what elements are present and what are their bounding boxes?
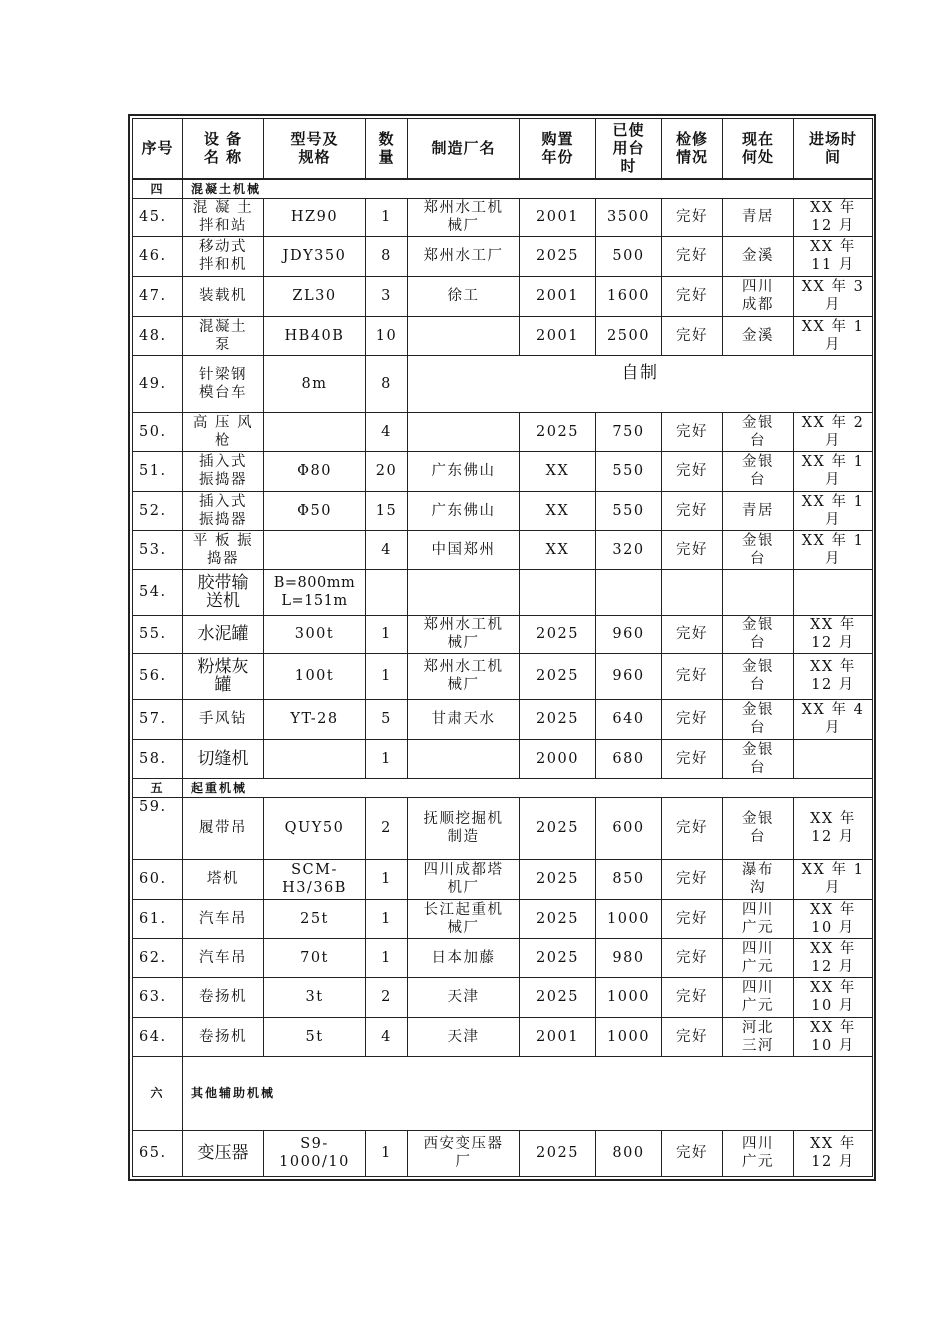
table-row (133, 653, 873, 699)
cell-arrival-time: XX 年 4 月 (794, 699, 873, 739)
section-title: 混凝土机械 (183, 179, 873, 199)
cell-condition: 完好 (662, 412, 723, 451)
section-title: 其他辅助机械 (183, 1056, 873, 1130)
cell-manufacturer (408, 316, 520, 355)
cell-arrival-time: XX 年 2 月 (794, 412, 873, 451)
header-purchase-year: 购置 年份 (520, 119, 596, 179)
cell-location: 金银 台 (723, 530, 794, 569)
cell-arrival-time: XX 年 12 月 (794, 615, 873, 653)
cell-manufacturer: 西安变压器 厂 (408, 1130, 520, 1176)
cell-index: 57. (133, 699, 183, 739)
cell-purchase-year: 2025 (520, 977, 596, 1017)
cell-manufacturer: 甘肃天水 (408, 699, 520, 739)
cell-model-spec: S9- 1000/10 (264, 1130, 366, 1176)
cell-condition: 完好 (662, 739, 723, 778)
cell-index: 58. (133, 739, 183, 778)
cell-quantity: 8 (366, 236, 408, 276)
cell-purchase-year: XX (520, 491, 596, 530)
cell-index: 54. (133, 569, 183, 615)
equipment-table-frame (128, 114, 876, 1181)
cell-condition: 完好 (662, 859, 723, 899)
cell-hours-used: 640 (596, 699, 662, 739)
header-index: 序号 (133, 119, 183, 179)
cell-hours-used: 500 (596, 236, 662, 276)
cell-index: 64. (133, 1017, 183, 1056)
cell-condition: 完好 (662, 797, 723, 859)
cell-arrival-time: XX 年 10 月 (794, 899, 873, 938)
cell-purchase-year: 2025 (520, 412, 596, 451)
cell-condition: 完好 (662, 451, 723, 491)
cell-index: 49. (133, 355, 183, 412)
section-number: 四 (133, 179, 183, 199)
cell-index: 63. (133, 977, 183, 1017)
cell-model-spec: 70t (264, 938, 366, 977)
table-row (133, 1130, 873, 1176)
cell-arrival-time: XX 年 10 月 (794, 977, 873, 1017)
cell-hours-used: 1600 (596, 276, 662, 316)
cell-quantity: 8 (366, 355, 408, 412)
cell-quantity: 1 (366, 653, 408, 699)
cell-quantity: 15 (366, 491, 408, 530)
cell-arrival-time: XX 年 1 月 (794, 491, 873, 530)
cell-purchase-year: 2025 (520, 236, 596, 276)
cell-quantity: 2 (366, 977, 408, 1017)
cell-quantity (366, 569, 408, 615)
cell-manufacturer: 四川成都塔 机厂 (408, 859, 520, 899)
cell-manufacturer: 郑州水工机 械厂 (408, 615, 520, 653)
table-row (133, 316, 873, 355)
cell-index: 48. (133, 316, 183, 355)
cell-condition: 完好 (662, 1130, 723, 1176)
cell-equipment-name: 变压器 (183, 1130, 264, 1176)
cell-location: 金银 台 (723, 451, 794, 491)
cell-location: 金银 台 (723, 653, 794, 699)
cell-equipment-name: 平 板 振 捣器 (183, 530, 264, 569)
cell-arrival-time: XX 年 1 月 (794, 316, 873, 355)
cell-arrival-time: XX 年 10 月 (794, 1017, 873, 1056)
table-row (133, 491, 873, 530)
cell-hours-used: 1000 (596, 899, 662, 938)
cell-condition: 完好 (662, 491, 723, 530)
cell-quantity: 1 (366, 938, 408, 977)
cell-equipment-name: 塔机 (183, 859, 264, 899)
table-row (133, 412, 873, 451)
cell-condition (662, 569, 723, 615)
cell-manufacturer (408, 739, 520, 778)
cell-equipment-name: 汽车吊 (183, 938, 264, 977)
cell-model-spec: 25t (264, 899, 366, 938)
cell-hours-used (596, 569, 662, 615)
cell-index: 45. (133, 198, 183, 236)
cell-manufacturer: 徐工 (408, 276, 520, 316)
cell-index: 55. (133, 615, 183, 653)
cell-purchase-year: 2025 (520, 1130, 596, 1176)
cell-hours-used: 750 (596, 412, 662, 451)
cell-purchase-year: XX (520, 530, 596, 569)
cell-index: 60. (133, 859, 183, 899)
table-row (133, 451, 873, 491)
cell-location: 四川 广元 (723, 938, 794, 977)
cell-model-spec: Φ50 (264, 491, 366, 530)
cell-model-spec: 100t (264, 653, 366, 699)
cell-quantity: 1 (366, 899, 408, 938)
cell-model-spec (264, 530, 366, 569)
cell-equipment-name: 汽车吊 (183, 899, 264, 938)
cell-index: 52. (133, 491, 183, 530)
section-row (133, 778, 873, 797)
cell-equipment-name: 卷扬机 (183, 977, 264, 1017)
cell-purchase-year: 2025 (520, 699, 596, 739)
cell-location: 四川 广元 (723, 899, 794, 938)
cell-condition: 完好 (662, 938, 723, 977)
cell-quantity: 2 (366, 797, 408, 859)
equipment-table (132, 118, 873, 1177)
cell-index: 61. (133, 899, 183, 938)
section-row (133, 179, 873, 199)
cell-quantity: 1 (366, 739, 408, 778)
table-row (133, 859, 873, 899)
cell-merged-note: 自制 (408, 355, 873, 412)
cell-purchase-year: 2000 (520, 739, 596, 778)
table-row (133, 899, 873, 938)
cell-index: 47. (133, 276, 183, 316)
cell-model-spec: SCM- H3/36B (264, 859, 366, 899)
cell-hours-used: 600 (596, 797, 662, 859)
cell-condition: 完好 (662, 977, 723, 1017)
cell-model-spec: QUY50 (264, 797, 366, 859)
cell-arrival-time: XX 年 1 月 (794, 859, 873, 899)
cell-condition: 完好 (662, 899, 723, 938)
cell-purchase-year: 2025 (520, 859, 596, 899)
cell-hours-used: 850 (596, 859, 662, 899)
cell-purchase-year: XX (520, 451, 596, 491)
cell-manufacturer: 郑州水工机 械厂 (408, 198, 520, 236)
cell-model-spec: JDY350 (264, 236, 366, 276)
cell-equipment-name: 插入式 振捣器 (183, 451, 264, 491)
table-row (133, 977, 873, 1017)
cell-equipment-name: 混凝土 泵 (183, 316, 264, 355)
cell-purchase-year: 2025 (520, 797, 596, 859)
cell-model-spec (264, 739, 366, 778)
cell-equipment-name: 卷扬机 (183, 1017, 264, 1056)
cell-location: 金银 台 (723, 699, 794, 739)
header-arrival-time: 进场时 间 (794, 119, 873, 179)
cell-purchase-year: 2001 (520, 198, 596, 236)
cell-index: 50. (133, 412, 183, 451)
cell-model-spec: 300t (264, 615, 366, 653)
cell-quantity: 1 (366, 198, 408, 236)
cell-equipment-name: 高 压 风 枪 (183, 412, 264, 451)
cell-model-spec: YT-28 (264, 699, 366, 739)
cell-quantity: 20 (366, 451, 408, 491)
cell-manufacturer: 抚顺挖掘机 制造 (408, 797, 520, 859)
cell-quantity: 1 (366, 859, 408, 899)
cell-manufacturer: 郑州水工厂 (408, 236, 520, 276)
cell-purchase-year: 2025 (520, 938, 596, 977)
cell-location: 金银 台 (723, 797, 794, 859)
cell-quantity: 3 (366, 276, 408, 316)
cell-purchase-year: 2001 (520, 1017, 596, 1056)
cell-model-spec: Φ80 (264, 451, 366, 491)
section-number: 五 (133, 778, 183, 797)
cell-condition: 完好 (662, 276, 723, 316)
cell-index: 56. (133, 653, 183, 699)
cell-quantity: 1 (366, 1130, 408, 1176)
cell-condition: 完好 (662, 1017, 723, 1056)
cell-equipment-name: 插入式 振捣器 (183, 491, 264, 530)
cell-hours-used: 2500 (596, 316, 662, 355)
cell-purchase-year: 2025 (520, 899, 596, 938)
cell-model-spec: 8m (264, 355, 366, 412)
cell-index: 59. (133, 797, 183, 859)
cell-location: 金溪 (723, 316, 794, 355)
cell-hours-used: 320 (596, 530, 662, 569)
cell-arrival-time: XX 年 1 月 (794, 530, 873, 569)
cell-equipment-name: 胶带输 送机 (183, 569, 264, 615)
cell-equipment-name: 混 凝 土 拌和站 (183, 198, 264, 236)
section-row (133, 1056, 873, 1130)
cell-arrival-time: XX 年 12 月 (794, 653, 873, 699)
cell-arrival-time: XX 年 3 月 (794, 276, 873, 316)
table-row (133, 530, 873, 569)
cell-equipment-name: 针梁钢 模台车 (183, 355, 264, 412)
table-row (133, 569, 873, 615)
cell-location: 青居 (723, 198, 794, 236)
cell-hours-used: 550 (596, 491, 662, 530)
table-row (133, 198, 873, 236)
cell-equipment-name: 移动式 拌和机 (183, 236, 264, 276)
cell-arrival-time: XX 年 12 月 (794, 938, 873, 977)
cell-purchase-year: 2001 (520, 316, 596, 355)
cell-hours-used: 1000 (596, 977, 662, 1017)
cell-condition: 完好 (662, 236, 723, 276)
cell-hours-used: 550 (596, 451, 662, 491)
cell-location: 四川 成都 (723, 276, 794, 316)
cell-manufacturer: 郑州水工机 械厂 (408, 653, 520, 699)
cell-arrival-time (794, 569, 873, 615)
header-model-spec: 型号及 规格 (264, 119, 366, 179)
cell-manufacturer (408, 569, 520, 615)
cell-model-spec: 3t (264, 977, 366, 1017)
cell-arrival-time (794, 739, 873, 778)
cell-manufacturer: 长江起重机 械厂 (408, 899, 520, 938)
cell-quantity: 4 (366, 412, 408, 451)
cell-equipment-name: 切缝机 (183, 739, 264, 778)
cell-location: 瀑布 沟 (723, 859, 794, 899)
header-equipment-name: 设 备 名 称 (183, 119, 264, 179)
table-row (133, 938, 873, 977)
cell-model-spec (264, 412, 366, 451)
cell-model-spec: B=800mm L=151m (264, 569, 366, 615)
cell-quantity: 4 (366, 530, 408, 569)
cell-equipment-name: 手风钻 (183, 699, 264, 739)
cell-quantity: 10 (366, 316, 408, 355)
cell-hours-used: 680 (596, 739, 662, 778)
cell-index: 53. (133, 530, 183, 569)
cell-purchase-year: 2025 (520, 615, 596, 653)
cell-condition: 完好 (662, 699, 723, 739)
cell-hours-used: 800 (596, 1130, 662, 1176)
cell-condition: 完好 (662, 615, 723, 653)
header-condition: 检修 情况 (662, 119, 723, 179)
table-row (133, 699, 873, 739)
cell-purchase-year (520, 569, 596, 615)
header-hours-used: 已使 用台 时 (596, 119, 662, 179)
cell-arrival-time: XX 年 12 月 (794, 1130, 873, 1176)
cell-manufacturer: 天津 (408, 1017, 520, 1056)
table-body (133, 179, 873, 1177)
cell-condition: 完好 (662, 198, 723, 236)
cell-condition: 完好 (662, 530, 723, 569)
cell-hours-used: 960 (596, 615, 662, 653)
cell-index: 46. (133, 236, 183, 276)
table-row (133, 355, 873, 412)
cell-equipment-name: 履带吊 (183, 797, 264, 859)
cell-location: 青居 (723, 491, 794, 530)
header-manufacturer: 制造厂名 (408, 119, 520, 179)
cell-condition: 完好 (662, 316, 723, 355)
cell-arrival-time: XX 年 1 月 (794, 451, 873, 491)
cell-quantity: 4 (366, 1017, 408, 1056)
cell-model-spec: 5t (264, 1017, 366, 1056)
cell-index: 65. (133, 1130, 183, 1176)
cell-arrival-time: XX 年 12 月 (794, 198, 873, 236)
table-row (133, 797, 873, 859)
cell-location: 金银 台 (723, 739, 794, 778)
cell-equipment-name: 装载机 (183, 276, 264, 316)
cell-purchase-year: 2001 (520, 276, 596, 316)
cell-location: 金银 台 (723, 615, 794, 653)
cell-index: 62. (133, 938, 183, 977)
cell-location (723, 569, 794, 615)
cell-location: 金溪 (723, 236, 794, 276)
cell-hours-used: 960 (596, 653, 662, 699)
table-row (133, 1017, 873, 1056)
cell-model-spec: ZL30 (264, 276, 366, 316)
cell-manufacturer: 天津 (408, 977, 520, 1017)
cell-arrival-time: XX 年 11 月 (794, 236, 873, 276)
cell-index: 51. (133, 451, 183, 491)
cell-model-spec: HZ90 (264, 198, 366, 236)
cell-purchase-year: 2025 (520, 653, 596, 699)
cell-location: 四川 广元 (723, 977, 794, 1017)
cell-model-spec: HB40B (264, 316, 366, 355)
table-row (133, 739, 873, 778)
header-quantity: 数 量 (366, 119, 408, 179)
header-location: 现在 何处 (723, 119, 794, 179)
cell-location: 河北 三河 (723, 1017, 794, 1056)
section-title: 起重机械 (183, 778, 873, 797)
cell-manufacturer: 日本加藤 (408, 938, 520, 977)
cell-equipment-name: 水泥罐 (183, 615, 264, 653)
cell-manufacturer: 广东佛山 (408, 491, 520, 530)
table-row (133, 276, 873, 316)
section-number: 六 (133, 1056, 183, 1130)
cell-manufacturer (408, 412, 520, 451)
cell-arrival-time: XX 年 12 月 (794, 797, 873, 859)
cell-quantity: 1 (366, 615, 408, 653)
table-header-row (133, 119, 873, 179)
table-row (133, 615, 873, 653)
cell-location: 金银 台 (723, 412, 794, 451)
cell-condition: 完好 (662, 653, 723, 699)
cell-location: 四川 广元 (723, 1130, 794, 1176)
cell-hours-used: 1000 (596, 1017, 662, 1056)
cell-equipment-name: 粉煤灰 罐 (183, 653, 264, 699)
cell-manufacturer: 中国郑州 (408, 530, 520, 569)
cell-hours-used: 3500 (596, 198, 662, 236)
table-row (133, 236, 873, 276)
cell-manufacturer: 广东佛山 (408, 451, 520, 491)
cell-quantity: 5 (366, 699, 408, 739)
cell-hours-used: 980 (596, 938, 662, 977)
